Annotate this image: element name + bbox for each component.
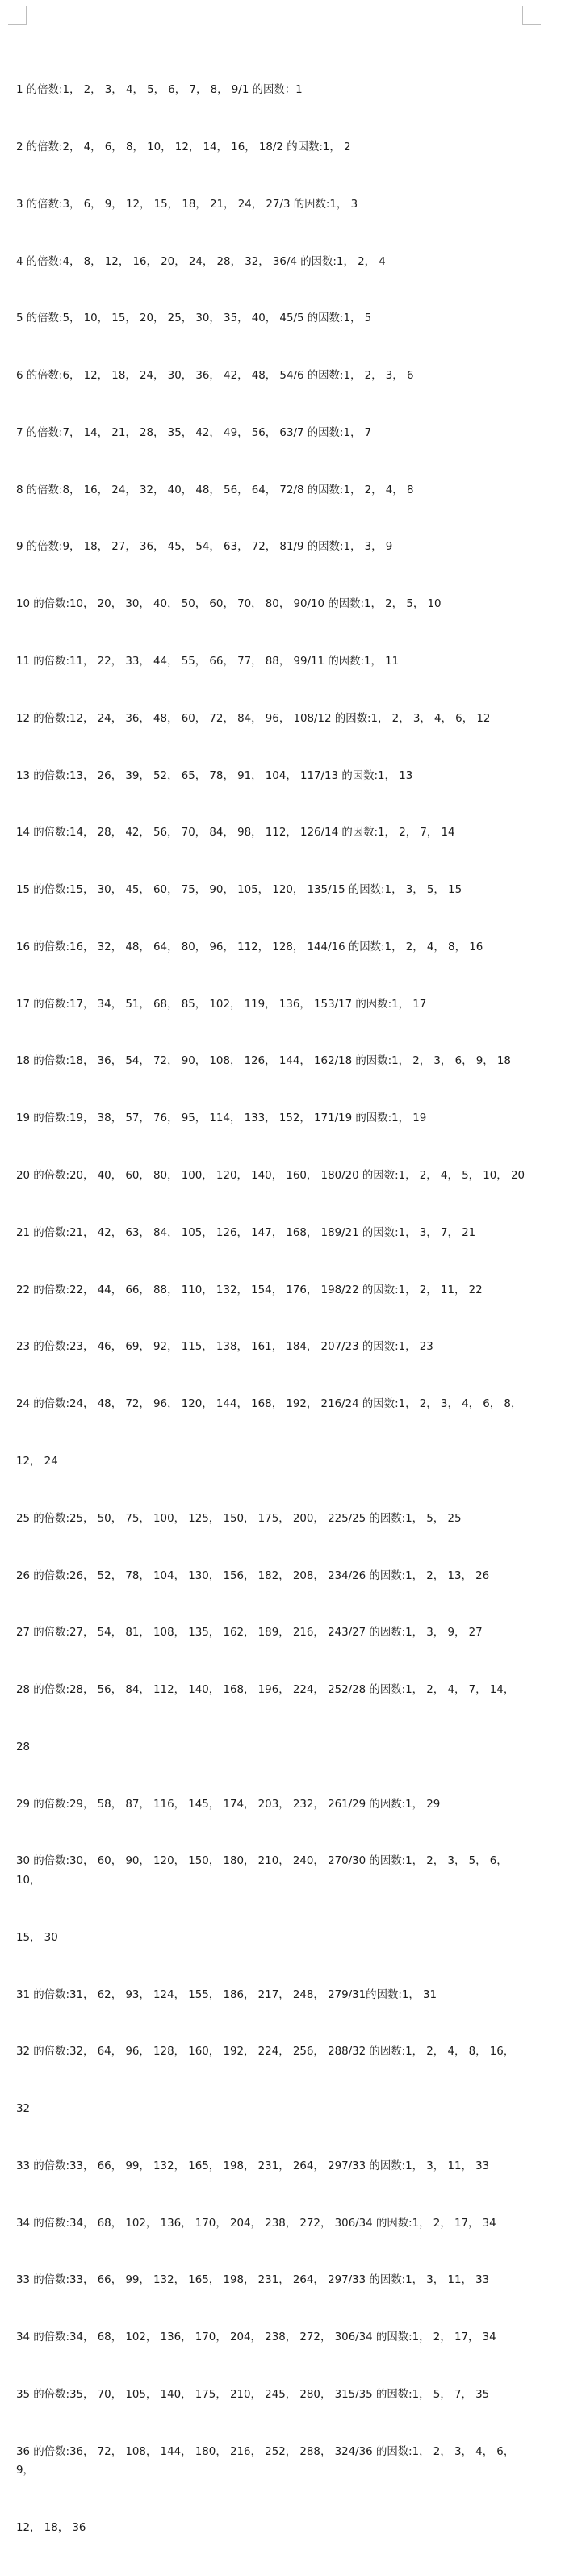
text-line: 18 的倍数:18， 36， 54， 72， 90， 108， 126， 144， 162/18 的因数:1， 2， 3， 6， 9， 18 [16, 1055, 511, 1068]
text-line-continuation: 28 [16, 1740, 31, 1753]
text-line: 14 的倍数:14， 28， 42， 56， 70， 84， 98， 112， 126/14 的因数:1， 2， 7， 14 [16, 827, 455, 840]
text-line: 16 的倍数:16， 32， 48， 64， 80， 96， 112， 128， 144/16 的因数:1， 2， 4， 8， 16 [16, 940, 483, 953]
text-line: 34 的倍数:34， 68， 102， 136， 170， 204， 238， 272， 306/34 的因数:1， 2， 17， 34 [16, 2217, 496, 2230]
text-line: 13 的倍数:13， 26， 39， 52， 65， 78， 91， 104， 117/13 的因数:1， 13 [16, 769, 413, 782]
text-line: 24 的倍数:24， 48， 72， 96， 120， 144， 168， 192， 216/24 的因数:1， 2， 3， 4， 6， 8， [16, 1398, 522, 1411]
text-line: 6 的倍数:6， 12， 18， 24， 30， 36， 42， 48， 54/6 的因数:1， 2， 3， 6 [16, 370, 414, 383]
text-line: 19 的倍数:19， 38， 57， 76， 95， 114， 133， 152， 171/19 的因数:1， 19 [16, 1112, 427, 1125]
text-line: 33 的倍数:33， 66， 99， 132， 165， 198， 231， 264， 297/33 的因数:1， 3， 11， 33 [16, 2159, 490, 2172]
text-line: 26 的倍数:26， 52， 78， 104， 130， 156， 182， 208， 234/26 的因数:1， 2， 13， 26 [16, 1569, 490, 1582]
text-line-continuation: 32 [16, 2103, 31, 2116]
text-line: 4 的倍数:4， 8， 12， 16， 20， 24， 28， 32， 36/4 的因数:1， 2， 4 [16, 255, 386, 268]
text-line: 20 的倍数:20， 40， 60， 80， 100， 120， 140， 160， 180/20 的因数:1， 2， 4， 5， 10， 20 [16, 1170, 525, 1183]
text-line: 25 的倍数:25， 50， 75， 100， 125， 150， 175， 200， 225/25 的因数:1， 5， 25 [16, 1512, 462, 1525]
text-line-continuation: 15， 30 [16, 1931, 58, 1944]
text-line: 10 的倍数:10， 20， 30， 40， 50， 60， 70， 80， 90/10 的因数:1， 2， 5， 10 [16, 598, 442, 611]
text-line: 9 的倍数:9， 18， 27， 36， 45， 54， 63， 72， 81/9 的因数:1， 3， 9 [16, 541, 393, 554]
text-line: 30 的倍数:30， 60， 90， 120， 150， 180， 210， 240， 270/30 的因数:1， 2， 3， 5， 6， 10， [16, 1855, 511, 1887]
text-line: 29 的倍数:29， 58， 87， 116， 145， 174， 203， 232， 261/29 的因数:1， 29 [16, 1798, 441, 1811]
text-line: 35 的倍数:35， 70， 105， 140， 175， 210， 245， 280， 315/35 的因数:1， 5， 7， 35 [16, 2389, 490, 2402]
text-line: 32 的倍数:32， 64， 96， 128， 160， 192， 224， 256， 288/32 的因数:1， 2， 4， 8， 16， [16, 2046, 515, 2059]
text-line: 33 的倍数:33， 66， 99， 132， 165， 198， 231， 264， 297/33 的因数:1， 3， 11， 33 [16, 2274, 490, 2287]
text-line: 23 的倍数:23， 46， 69， 92， 115， 138， 161， 184， 207/23 的因数:1， 23 [16, 1341, 433, 1354]
text-line: 17 的倍数:17， 34， 51， 68， 85， 102， 119， 136， 153/17 的因数:1， 17 [16, 998, 427, 1011]
text-line: 5 的倍数:5， 10， 15， 20， 25， 30， 35， 40， 45/5 的因数:1， 5 [16, 312, 372, 325]
text-line: 15 的倍数:15， 30， 45， 60， 75， 90， 105， 120， 135/15 的因数:1， 3， 5， 15 [16, 884, 462, 897]
text-line: 34 的倍数:34， 68， 102， 136， 170， 204， 238， 272， 306/34 的因数:1， 2， 17， 34 [16, 2331, 496, 2344]
text-line: 2 的倍数:2， 4， 6， 8， 10， 12， 14， 16， 18/2 的因数:1， 2 [16, 140, 351, 153]
text-line-continuation: 12， 24 [16, 1455, 58, 1468]
page-corner-mark-left [8, 6, 27, 25]
document-body[interactable] [16, 43, 533, 2576]
text-line: 12 的倍数:12， 24， 36， 48， 60， 72， 84， 96， 108/12 的因数:1， 2， 3， 4， 6， 12 [16, 712, 491, 725]
text-line: 27 的倍数:27， 54， 81， 108， 135， 162， 189， 216， 243/27 的因数:1， 3， 9， 27 [16, 1627, 483, 1640]
text-line: 22 的倍数:22， 44， 66， 88， 110， 132， 154， 176， 198/22 的因数:1， 2， 11， 22 [16, 1284, 483, 1296]
text-line: 31 的倍数:31， 62， 93， 124， 155， 186， 217， 248， 279/31的因数:1， 31 [16, 1988, 437, 2001]
text-line: 3 的倍数:3， 6， 9， 12， 15， 18， 21， 24， 27/3 的因数:1， 3 [16, 198, 358, 211]
text-line: 8 的倍数:8， 16， 24， 32， 40， 48， 56， 64， 72/8 的因数:1， 2， 4， 8 [16, 484, 414, 496]
text-line: 11 的倍数:11， 22， 33， 44， 55， 66， 77， 88， 99/11 的因数:1， 11 [16, 656, 400, 668]
text-line: 36 的倍数:36， 72， 108， 144， 180， 216， 252， 288， 324/36 的因数:1， 2， 3， 4， 6， 9， [16, 2445, 518, 2478]
text-line-continuation: 12， 18， 36 [16, 2522, 86, 2535]
text-line: 28 的倍数:28， 56， 84， 112， 140， 168， 196， 224， 252/28 的因数:1， 2， 4， 7， 14， [16, 1684, 515, 1697]
text-line: 21 的倍数:21， 42， 63， 84， 105， 126， 147， 168， 189/21 的因数:1， 3， 7， 21 [16, 1226, 476, 1239]
text-line: 1 的倍数:1， 2， 3， 4， 5， 6， 7， 8， 9/1 的因数：1 [16, 84, 303, 97]
page-corner-mark-right [522, 6, 541, 25]
text-line: 7 的倍数:7， 14， 21， 28， 35， 42， 49， 56， 63/7 的因数:1， 7 [16, 426, 372, 439]
